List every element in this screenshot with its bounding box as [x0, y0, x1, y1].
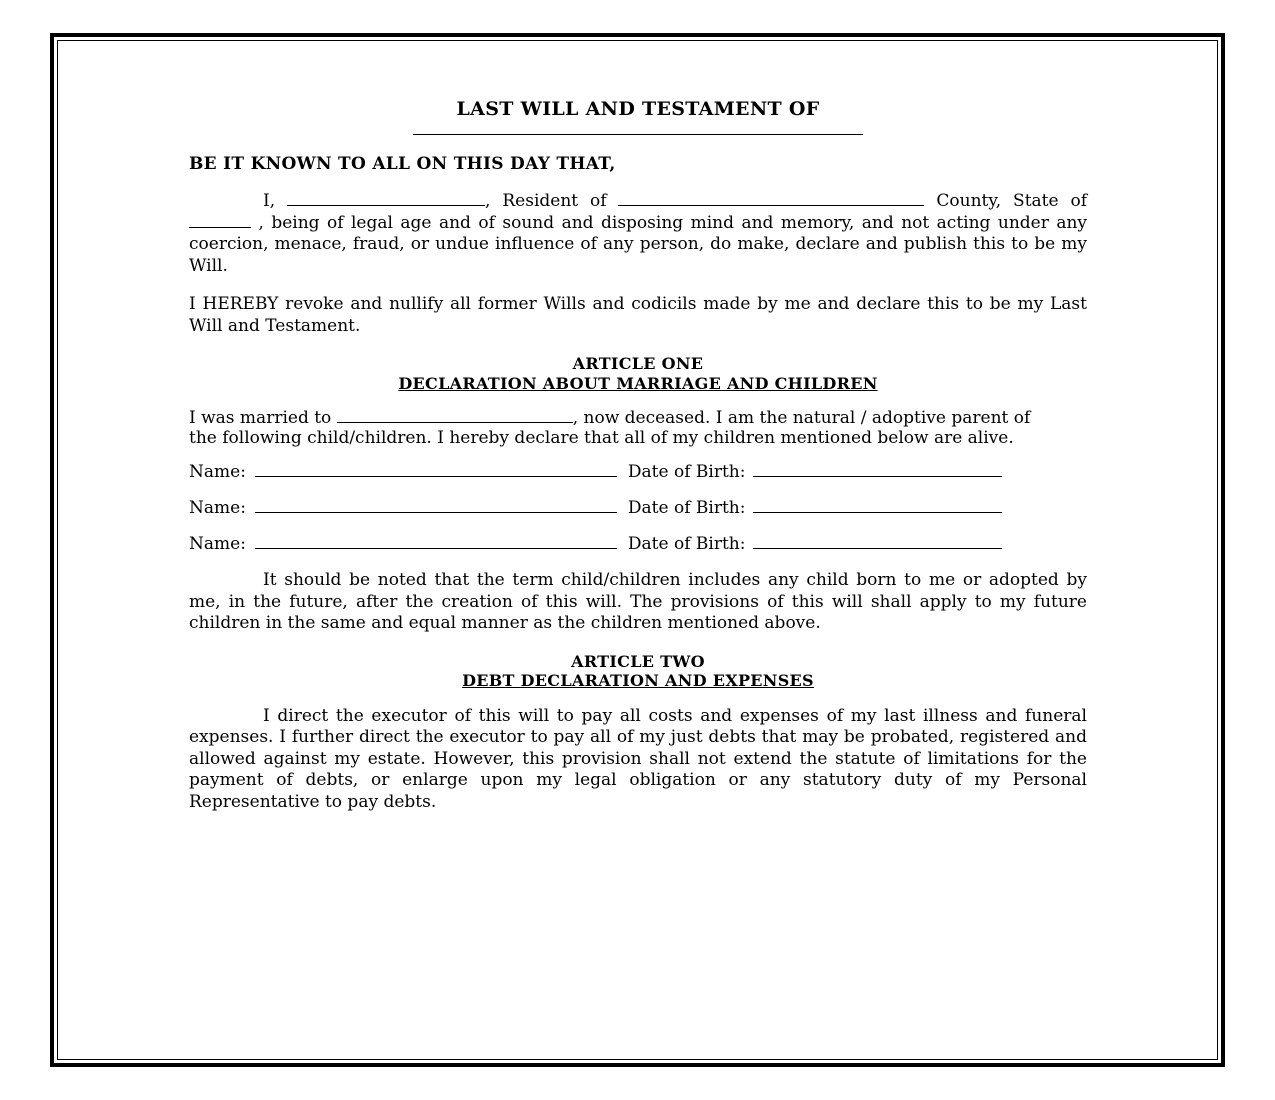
- child-name-blank[interactable]: [255, 534, 617, 549]
- intro-paragraph: [189, 191, 1087, 277]
- child-dob-blank[interactable]: [753, 462, 1002, 477]
- marriage-text-1: I was married to: [189, 408, 332, 428]
- article-two-heading: ARTICLE TWO: [571, 651, 705, 671]
- known-heading: BE IT KNOWN TO ALL ON THIS DAY THAT,: [189, 154, 616, 174]
- resident-county-blank[interactable]: [618, 191, 924, 206]
- marriage-paragraph: [189, 408, 1087, 448]
- testator-name-blank[interactable]: [287, 191, 485, 206]
- child-name-label: Name:: [189, 534, 246, 554]
- child-row: [189, 454, 1087, 490]
- child-dob-blank[interactable]: [753, 534, 1002, 549]
- article-one-subheading: DECLARATION ABOUT MARRIAGE AND CHILDREN: [398, 373, 878, 393]
- child-dob-label: Date of Birth:: [627, 534, 746, 554]
- spouse-name-blank[interactable]: [337, 408, 573, 423]
- child-row: [189, 490, 1087, 526]
- article-two-subheading: DEBT DECLARATION AND EXPENSES: [462, 671, 814, 690]
- child-dob-label: Date of Birth:: [627, 462, 746, 482]
- child-name-blank[interactable]: [255, 462, 617, 477]
- marriage-text-2: , now deceased. I am the natural / adoptive parent of the following child/children. I hereby declare that all of my children mentioned below are alive.: [189, 408, 1031, 448]
- article-one-heading: ARTICLE ONE: [572, 354, 704, 373]
- future-children-paragraph: It should be noted that the term child/children includes any child born to me or adopted by me, in the future, after the creation of this will. The provisions of this will shall apply to my future children in the same and equal manner as the children mentioned above.: [189, 570, 1087, 633]
- child-name-label: Name:: [189, 462, 246, 482]
- will-document: [189, 96, 1087, 813]
- children-list: [189, 454, 1087, 562]
- intro-text-4: , being of legal age and of sound and disposing mind and memory, and not acting under any coercion, menace, fraud, or undue influence of any person, do make, declare and publish this to be my Will.: [189, 212, 1088, 276]
- child-dob-blank[interactable]: [753, 498, 1002, 513]
- state-blank[interactable]: [189, 213, 251, 228]
- intro-text-2: , Resident of: [485, 191, 607, 211]
- document-title: LAST WILL AND TESTAMENT OF: [456, 98, 820, 120]
- child-row: [189, 526, 1087, 562]
- child-dob-label: Date of Birth:: [627, 498, 746, 518]
- revoke-paragraph: I HEREBY revoke and nullify all former Wills and codicils made by me and declare this to be my Last Will and Testament.: [189, 294, 1087, 336]
- intro-text-3: County, State of: [936, 191, 1087, 211]
- intro-text-1: I,: [263, 191, 276, 211]
- child-name-blank[interactable]: [255, 498, 617, 513]
- article-two-header: [189, 652, 1087, 691]
- article-one-header: [189, 354, 1087, 393]
- child-name-label: Name:: [189, 498, 246, 518]
- testator-name-line[interactable]: [413, 134, 863, 135]
- debt-paragraph: I direct the executor of this will to pay all costs and expenses of my last illness and funeral expenses. I further direct the executor to pay all of my just debts that may be probated, registered and allowed against my estate. However, this provision shall not extend the statute of limitations for the payment of debts, or enlarge upon my legal obligation or any statutory duty of my Personal Representative to pay debts.: [189, 705, 1087, 812]
